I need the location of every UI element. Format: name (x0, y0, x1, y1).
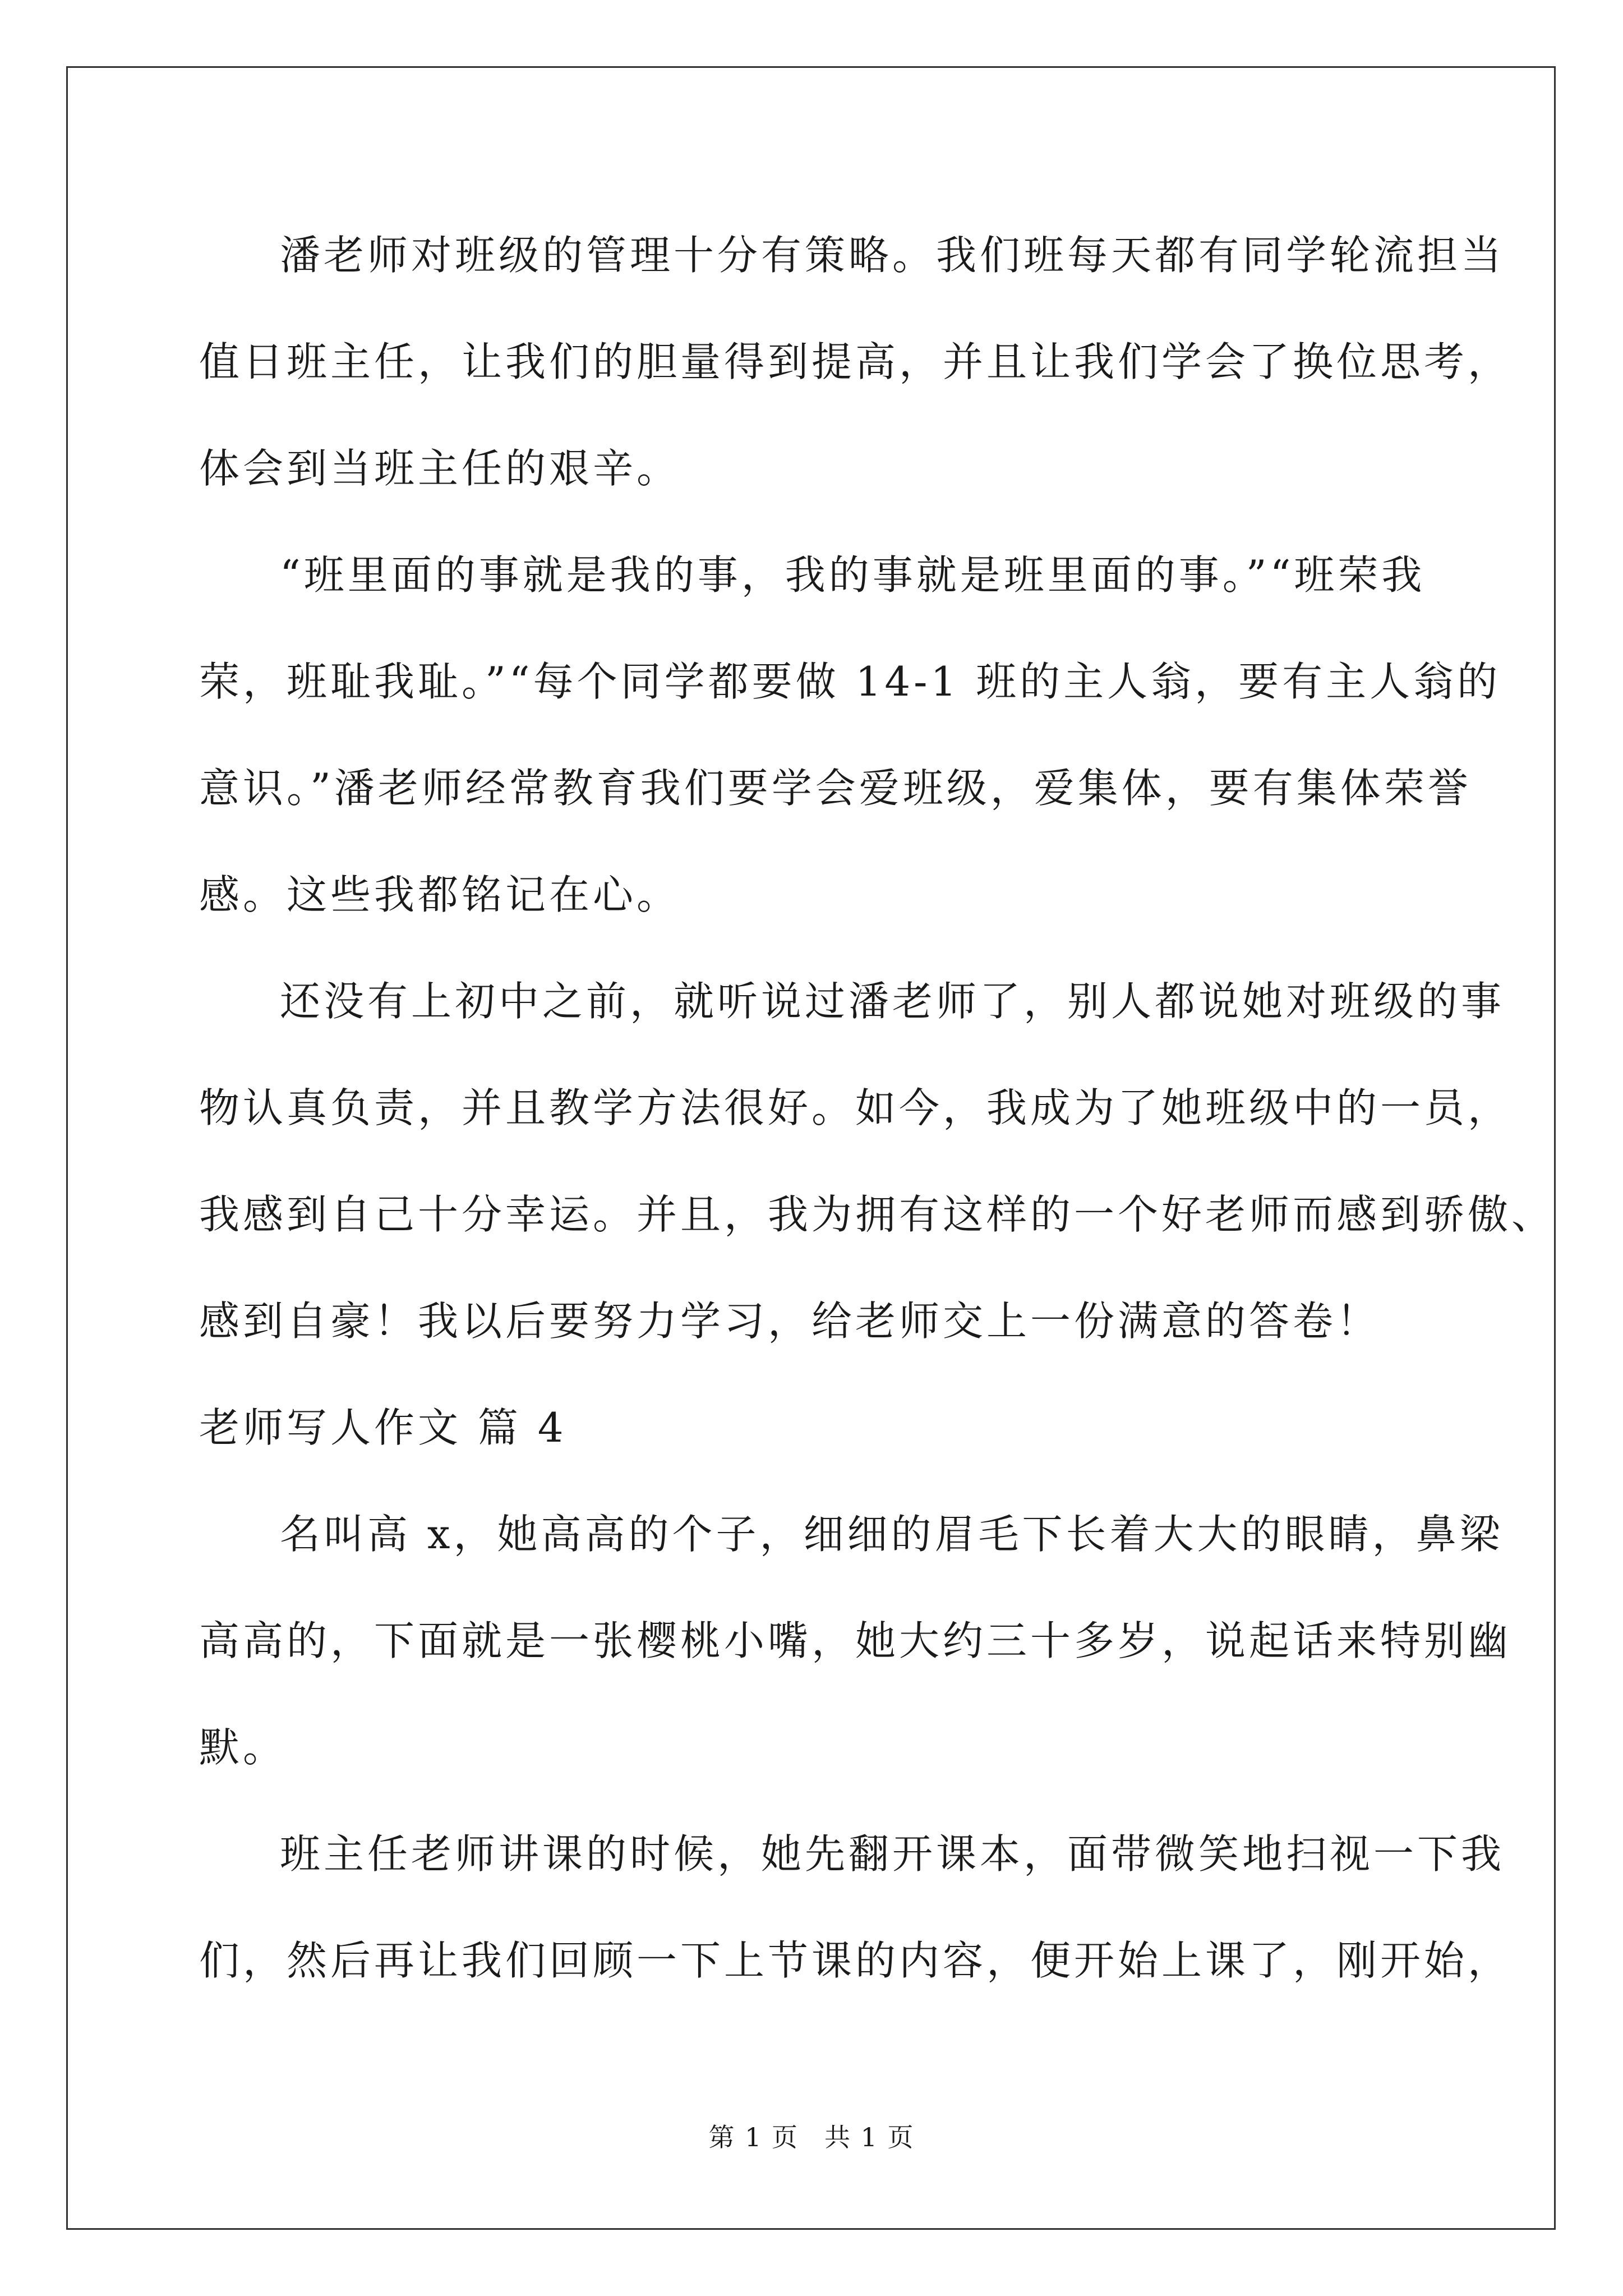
text-line: 默。 (199, 1724, 287, 1771)
text-line: 意识。”潘老师经常教育我们要学会爱班级，爱集体，要有集体荣誉 (199, 765, 1472, 812)
text-line: 们，然后再让我们回顾一下上节课的内容，便开始上课了，刚开始， (199, 1937, 1512, 1984)
text-line: 感到自豪！我以后要努力学习，给老师交上一份满意的答卷！ (199, 1297, 1381, 1345)
text-line: 荣，班耻我耻。”“每个同学都要做 14-1 班的主人翁，要有主人翁的 (199, 658, 1501, 705)
text-line: 潘老师对班级的管理十分有策略。我们班每天都有同学轮流担当 (280, 232, 1505, 279)
text-line: 我感到自己十分幸运。并且，我为拥有这样的一个好老师而感到骄傲、 (199, 1191, 1556, 1238)
text-line: 名叫高 x，她高高的个子，细细的眉毛下长着大大的眼睛，鼻梁 (280, 1511, 1504, 1558)
text-line: 高高的，下面就是一张樱桃小嘴，她大约三十多岁，说起话来特别幽 (199, 1617, 1512, 1664)
text-line: 还没有上初中之前，就听说过潘老师了，别人都说她对班级的事 (280, 978, 1505, 1025)
text-line: 值日班主任，让我们的胆量得到提高，并且让我们学会了换位思考， (199, 338, 1512, 385)
page-number-total: 共 1 页 (824, 2122, 915, 2152)
text-line: 物认真负责，并且教学方法很好。如今，我成为了她班级中的一员， (199, 1084, 1512, 1131)
page-number-current: 第 1 页 (708, 2122, 799, 2152)
page-footer (0, 2120, 1623, 2154)
text-line: “班里面的事就是我的事，我的事就是班里面的事。”“班荣我 (280, 551, 1426, 599)
text-line: 体会到当班主任的艰辛。 (199, 445, 681, 492)
text-line: 班主任老师讲课的时候，她先翻开课本，面带微笑地扫视一下我 (280, 1830, 1505, 1878)
text-line: 感。这些我都铭记在心。 (199, 871, 681, 918)
section-heading: 老师写人作文 篇 4 (199, 1404, 567, 1451)
